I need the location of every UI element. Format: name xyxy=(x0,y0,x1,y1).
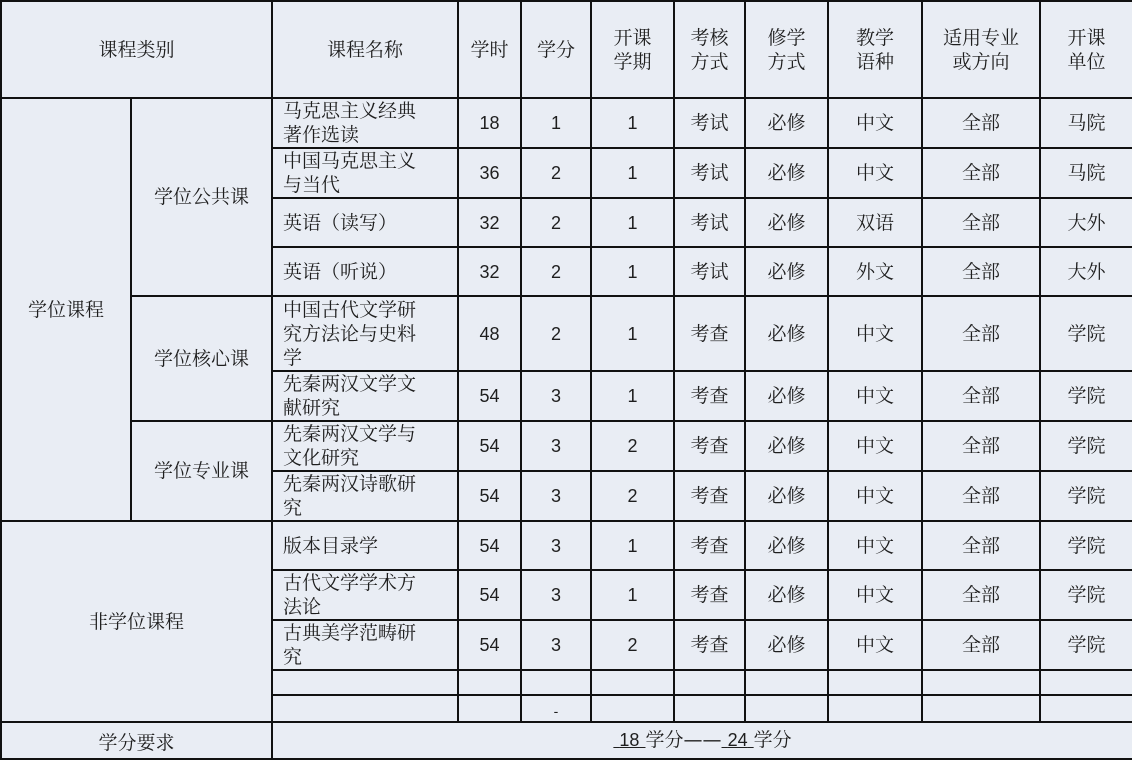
header-assessment xyxy=(674,1,745,98)
unit-value: 学院 xyxy=(1067,534,1106,557)
study-mode-cell xyxy=(745,570,828,620)
assessment-value: 考查 xyxy=(690,485,729,507)
study-mode-value: 必修 xyxy=(767,534,806,557)
course-name: 古典美学范畴研究 xyxy=(283,622,417,668)
unit-cell xyxy=(1040,371,1132,421)
assessment-cell xyxy=(674,296,745,371)
footer-row xyxy=(1,722,1132,759)
header-hours-text: 学时 xyxy=(470,38,509,61)
major-cell xyxy=(922,570,1040,620)
course-name: 版本目录学 xyxy=(283,534,379,557)
language-cell xyxy=(828,521,922,570)
header-assessment-l1: 考核 xyxy=(690,26,729,49)
unit-cell xyxy=(1040,296,1132,371)
unit-cell xyxy=(1040,471,1132,521)
assessment-value: 考查 xyxy=(690,435,729,457)
group-specialty xyxy=(131,421,272,521)
course-row xyxy=(1,521,1132,570)
major-value: 全部 xyxy=(962,162,1001,184)
major-value: 全部 xyxy=(962,112,1001,134)
hours-value: 18 xyxy=(479,113,500,133)
course-name-cell xyxy=(272,247,458,296)
credits-value: 2 xyxy=(551,212,562,233)
credits-cell xyxy=(521,570,591,620)
course-name: 英语（读写） xyxy=(283,211,398,234)
dash-mark: - xyxy=(553,703,559,719)
study-mode-value: 必修 xyxy=(767,162,806,184)
hours-value: 32 xyxy=(479,261,500,282)
assessment-value: 考查 xyxy=(690,385,729,407)
hours-cell xyxy=(458,198,521,247)
header-assessment-l2: 方式 xyxy=(690,50,729,73)
unit-value: 学院 xyxy=(1067,322,1106,345)
major-cell xyxy=(922,620,1040,670)
group-non-degree xyxy=(1,521,272,722)
semester-cell xyxy=(591,98,674,148)
header-language xyxy=(828,1,922,98)
assessment-cell xyxy=(674,695,745,722)
unit-value: 大外 xyxy=(1067,211,1106,234)
assessment-cell xyxy=(674,371,745,421)
major-value: 全部 xyxy=(962,534,1001,557)
semester-cell xyxy=(591,198,674,247)
group-public-label: 学位公共课 xyxy=(154,186,250,208)
major-cell xyxy=(922,148,1040,198)
study-mode-value: 必修 xyxy=(767,634,806,656)
study-mode-value: 必修 xyxy=(767,322,806,345)
language-cell xyxy=(828,148,922,198)
language-cell xyxy=(828,371,922,421)
group-degree-courses xyxy=(1,98,131,521)
assessment-cell xyxy=(674,521,745,570)
group-non-degree-label: 非学位课程 xyxy=(89,610,185,633)
study-mode-cell xyxy=(745,371,828,421)
credits-value: 3 xyxy=(551,535,562,556)
header-major-l2: 或方向 xyxy=(952,50,1010,73)
unit-cell xyxy=(1040,148,1132,198)
assessment-cell xyxy=(674,471,745,521)
assessment-value: 考查 xyxy=(690,584,729,606)
course-name: 马克思主义经典著作选读 xyxy=(283,100,417,146)
header-semester xyxy=(591,1,674,98)
language-value: 中文 xyxy=(856,584,895,606)
study-mode-cell xyxy=(745,421,828,471)
language-cell xyxy=(828,198,922,247)
assessment-cell xyxy=(674,148,745,198)
study-mode-cell xyxy=(745,98,828,148)
header-hours xyxy=(458,1,521,98)
course-name: 中国古代文学研究方法论与史料学 xyxy=(283,298,417,369)
semester-value: 2 xyxy=(627,436,638,456)
semester-value: 1 xyxy=(627,323,638,344)
credit-requirement-label-cell xyxy=(1,722,272,759)
header-study-mode xyxy=(745,1,828,98)
min-credits-unit: 学分 xyxy=(645,729,684,751)
hours-cell xyxy=(458,471,521,521)
major-cell xyxy=(922,421,1040,471)
semester-value: 1 xyxy=(627,261,638,282)
hours-cell xyxy=(458,148,521,198)
group-public xyxy=(131,98,272,296)
hours-cell xyxy=(458,670,521,695)
credits-cell xyxy=(521,471,591,521)
unit-value: 马院 xyxy=(1067,162,1106,184)
credits-cell xyxy=(521,98,591,148)
semester-cell xyxy=(591,371,674,421)
header-major xyxy=(922,1,1040,98)
language-value: 中文 xyxy=(856,634,895,656)
header-unit-l2: 单位 xyxy=(1067,50,1106,73)
semester-value: 2 xyxy=(627,635,638,655)
hours-value: 32 xyxy=(479,212,500,233)
course-name: 先秦两汉文学与文化研究 xyxy=(283,423,417,469)
course-name-cell xyxy=(272,296,458,371)
course-name-cell xyxy=(272,198,458,247)
course-name: 英语（听说） xyxy=(283,260,398,283)
language-value: 中文 xyxy=(856,112,895,134)
credit-range-separator: —— xyxy=(683,729,722,751)
header-semester-l2: 学期 xyxy=(613,50,652,73)
major-cell xyxy=(922,198,1040,247)
semester-value: 1 xyxy=(627,585,638,605)
study-mode-value: 必修 xyxy=(767,584,806,606)
assessment-value: 考查 xyxy=(690,534,729,557)
course-name-cell xyxy=(272,670,458,695)
hours-cell xyxy=(458,247,521,296)
hours-value: 54 xyxy=(479,436,500,456)
course-name: 古代文学学术方法论 xyxy=(283,572,417,618)
major-value: 全部 xyxy=(962,385,1001,407)
unit-value: 学院 xyxy=(1067,485,1106,507)
unit-cell xyxy=(1040,98,1132,148)
credit-requirement-value xyxy=(613,729,791,751)
course-name-cell xyxy=(272,98,458,148)
unit-cell xyxy=(1040,570,1132,620)
course-row xyxy=(1,98,1132,148)
study-mode-value: 必修 xyxy=(767,112,806,134)
hours-cell xyxy=(458,570,521,620)
header-name-text: 课程名称 xyxy=(327,38,404,61)
assessment-value: 考试 xyxy=(690,211,729,234)
study-mode-cell xyxy=(745,695,828,722)
unit-value: 学院 xyxy=(1067,385,1106,407)
study-mode-cell xyxy=(745,198,828,247)
language-value: 外文 xyxy=(856,260,895,283)
major-cell xyxy=(922,247,1040,296)
study-mode-cell xyxy=(745,521,828,570)
unit-cell xyxy=(1040,421,1132,471)
semester-cell xyxy=(591,695,674,722)
credits-value: 3 xyxy=(551,635,562,655)
credits-cell xyxy=(521,620,591,670)
assessment-cell xyxy=(674,198,745,247)
header-study-mode-l2: 方式 xyxy=(767,50,806,73)
hours-value: 54 xyxy=(479,585,500,605)
header-category-text: 课程类别 xyxy=(98,38,175,61)
semester-cell xyxy=(591,296,674,371)
study-mode-cell xyxy=(745,247,828,296)
language-value: 双语 xyxy=(856,211,895,234)
hours-cell xyxy=(458,371,521,421)
unit-value: 学院 xyxy=(1067,435,1106,457)
study-mode-cell xyxy=(745,670,828,695)
study-mode-cell xyxy=(745,620,828,670)
language-cell xyxy=(828,98,922,148)
major-cell xyxy=(922,296,1040,371)
unit-cell xyxy=(1040,521,1132,570)
hours-cell xyxy=(458,695,521,722)
major-value: 全部 xyxy=(962,634,1001,656)
header-unit xyxy=(1040,1,1132,98)
language-value: 中文 xyxy=(856,322,895,345)
group-degree-courses-label: 学位课程 xyxy=(27,298,104,321)
course-name-cell xyxy=(272,148,458,198)
language-value: 中文 xyxy=(856,485,895,507)
hours-cell xyxy=(458,620,521,670)
study-mode-cell xyxy=(745,296,828,371)
language-cell xyxy=(828,570,922,620)
header-study-mode-l1: 修学 xyxy=(767,26,806,49)
language-cell xyxy=(828,695,922,722)
language-cell xyxy=(828,247,922,296)
semester-value: 1 xyxy=(627,212,638,233)
study-mode-cell xyxy=(745,471,828,521)
course-name-cell xyxy=(272,521,458,570)
group-core xyxy=(131,296,272,421)
study-mode-value: 必修 xyxy=(767,260,806,283)
unit-value: 大外 xyxy=(1067,260,1106,283)
unit-value: 马院 xyxy=(1067,112,1106,134)
language-cell xyxy=(828,670,922,695)
semester-cell xyxy=(591,471,674,521)
credit-requirement-label: 学分要求 xyxy=(98,732,175,754)
major-value: 全部 xyxy=(962,584,1001,606)
study-mode-value: 必修 xyxy=(767,485,806,507)
unit-cell xyxy=(1040,198,1132,247)
header-credits-text: 学分 xyxy=(537,38,576,61)
language-value: 中文 xyxy=(856,435,895,457)
language-cell xyxy=(828,421,922,471)
major-value: 全部 xyxy=(962,260,1001,283)
language-cell xyxy=(828,620,922,670)
course-name-cell xyxy=(272,695,458,722)
semester-cell xyxy=(591,247,674,296)
semester-value: 1 xyxy=(627,535,638,556)
hours-cell xyxy=(458,296,521,371)
course-name: 先秦两汉诗歌研究 xyxy=(283,473,417,519)
study-mode-cell xyxy=(745,148,828,198)
credits-cell xyxy=(521,296,591,371)
major-cell xyxy=(922,695,1040,722)
assessment-value: 考查 xyxy=(690,322,729,345)
credits-value: 3 xyxy=(551,386,562,406)
assessment-value: 考试 xyxy=(690,112,729,134)
credits-value: 1 xyxy=(551,113,562,133)
course-name-cell xyxy=(272,570,458,620)
unit-cell xyxy=(1040,670,1132,695)
credits-value: 2 xyxy=(551,261,562,282)
max-credits-unit: 学分 xyxy=(753,729,792,751)
unit-value: 学院 xyxy=(1067,634,1106,656)
credits-cell xyxy=(521,198,591,247)
assessment-cell xyxy=(674,247,745,296)
header-semester-l1: 开课 xyxy=(613,26,652,49)
semester-cell xyxy=(591,670,674,695)
hours-cell xyxy=(458,521,521,570)
assessment-cell xyxy=(674,570,745,620)
assessment-cell xyxy=(674,98,745,148)
credits-cell xyxy=(521,695,591,722)
assessment-cell xyxy=(674,421,745,471)
major-value: 全部 xyxy=(962,435,1001,457)
language-value: 中文 xyxy=(856,385,895,407)
header-language-l1: 教学 xyxy=(856,26,895,49)
credits-value: 2 xyxy=(551,163,562,183)
header-major-l1: 适用专业 xyxy=(943,26,1020,49)
study-mode-value: 必修 xyxy=(767,435,806,457)
assessment-value: 考查 xyxy=(690,634,729,656)
credits-value: 3 xyxy=(551,436,562,456)
semester-value: 1 xyxy=(627,113,638,133)
unit-cell xyxy=(1040,247,1132,296)
min-credits: 18 xyxy=(619,730,640,750)
header-unit-l1: 开课 xyxy=(1067,26,1106,49)
course-row xyxy=(1,421,1132,471)
credits-cell xyxy=(521,247,591,296)
header-row xyxy=(1,1,1132,98)
course-name: 中国马克思主义与当代 xyxy=(283,150,417,196)
semester-cell xyxy=(591,570,674,620)
credits-cell xyxy=(521,371,591,421)
semester-value: 2 xyxy=(627,486,638,506)
hours-value: 54 xyxy=(479,386,500,406)
major-value: 全部 xyxy=(962,211,1001,234)
hours-cell xyxy=(458,421,521,471)
hours-value: 54 xyxy=(479,486,500,506)
credits-cell xyxy=(521,148,591,198)
study-mode-value: 必修 xyxy=(767,385,806,407)
credits-cell xyxy=(521,670,591,695)
major-cell xyxy=(922,371,1040,421)
hours-value: 54 xyxy=(479,535,500,556)
course-row xyxy=(1,296,1132,371)
credits-cell xyxy=(521,521,591,570)
course-name-cell xyxy=(272,371,458,421)
header-credits xyxy=(521,1,591,98)
major-cell xyxy=(922,98,1040,148)
course-name-cell xyxy=(272,421,458,471)
credits-value: 3 xyxy=(551,486,562,506)
semester-cell xyxy=(591,421,674,471)
credits-cell xyxy=(521,421,591,471)
credits-value: 2 xyxy=(551,323,562,344)
language-cell xyxy=(828,471,922,521)
group-specialty-label: 学位专业课 xyxy=(154,460,250,482)
semester-cell xyxy=(591,620,674,670)
semester-value: 1 xyxy=(627,386,638,406)
assessment-cell xyxy=(674,670,745,695)
major-cell xyxy=(922,521,1040,570)
study-mode-value: 必修 xyxy=(767,211,806,234)
semester-cell xyxy=(591,148,674,198)
hours-value: 36 xyxy=(479,163,500,183)
major-cell xyxy=(922,670,1040,695)
course-name: 先秦两汉文学文献研究 xyxy=(283,373,417,419)
hours-value: 54 xyxy=(479,635,500,655)
assessment-cell xyxy=(674,620,745,670)
credits-value: 3 xyxy=(551,585,562,605)
language-value: 中文 xyxy=(856,162,895,184)
header-category xyxy=(1,1,272,98)
language-cell xyxy=(828,296,922,371)
course-name-cell xyxy=(272,620,458,670)
unit-cell xyxy=(1040,620,1132,670)
group-core-label: 学位核心课 xyxy=(154,347,250,370)
assessment-value: 考试 xyxy=(690,260,729,283)
header-name xyxy=(272,1,458,98)
unit-cell xyxy=(1040,695,1132,722)
semester-value: 1 xyxy=(627,163,638,183)
max-credits: 24 xyxy=(727,730,748,750)
course-name-cell xyxy=(272,471,458,521)
semester-cell xyxy=(591,521,674,570)
major-value: 全部 xyxy=(962,322,1001,345)
major-value: 全部 xyxy=(962,485,1001,507)
header-language-l2: 语种 xyxy=(856,50,895,73)
major-cell xyxy=(922,471,1040,521)
assessment-value: 考试 xyxy=(690,162,729,184)
hours-cell xyxy=(458,98,521,148)
unit-value: 学院 xyxy=(1067,584,1106,606)
credit-requirement-value-cell xyxy=(272,722,1132,759)
language-value: 中文 xyxy=(856,534,895,557)
hours-value: 48 xyxy=(479,323,500,344)
